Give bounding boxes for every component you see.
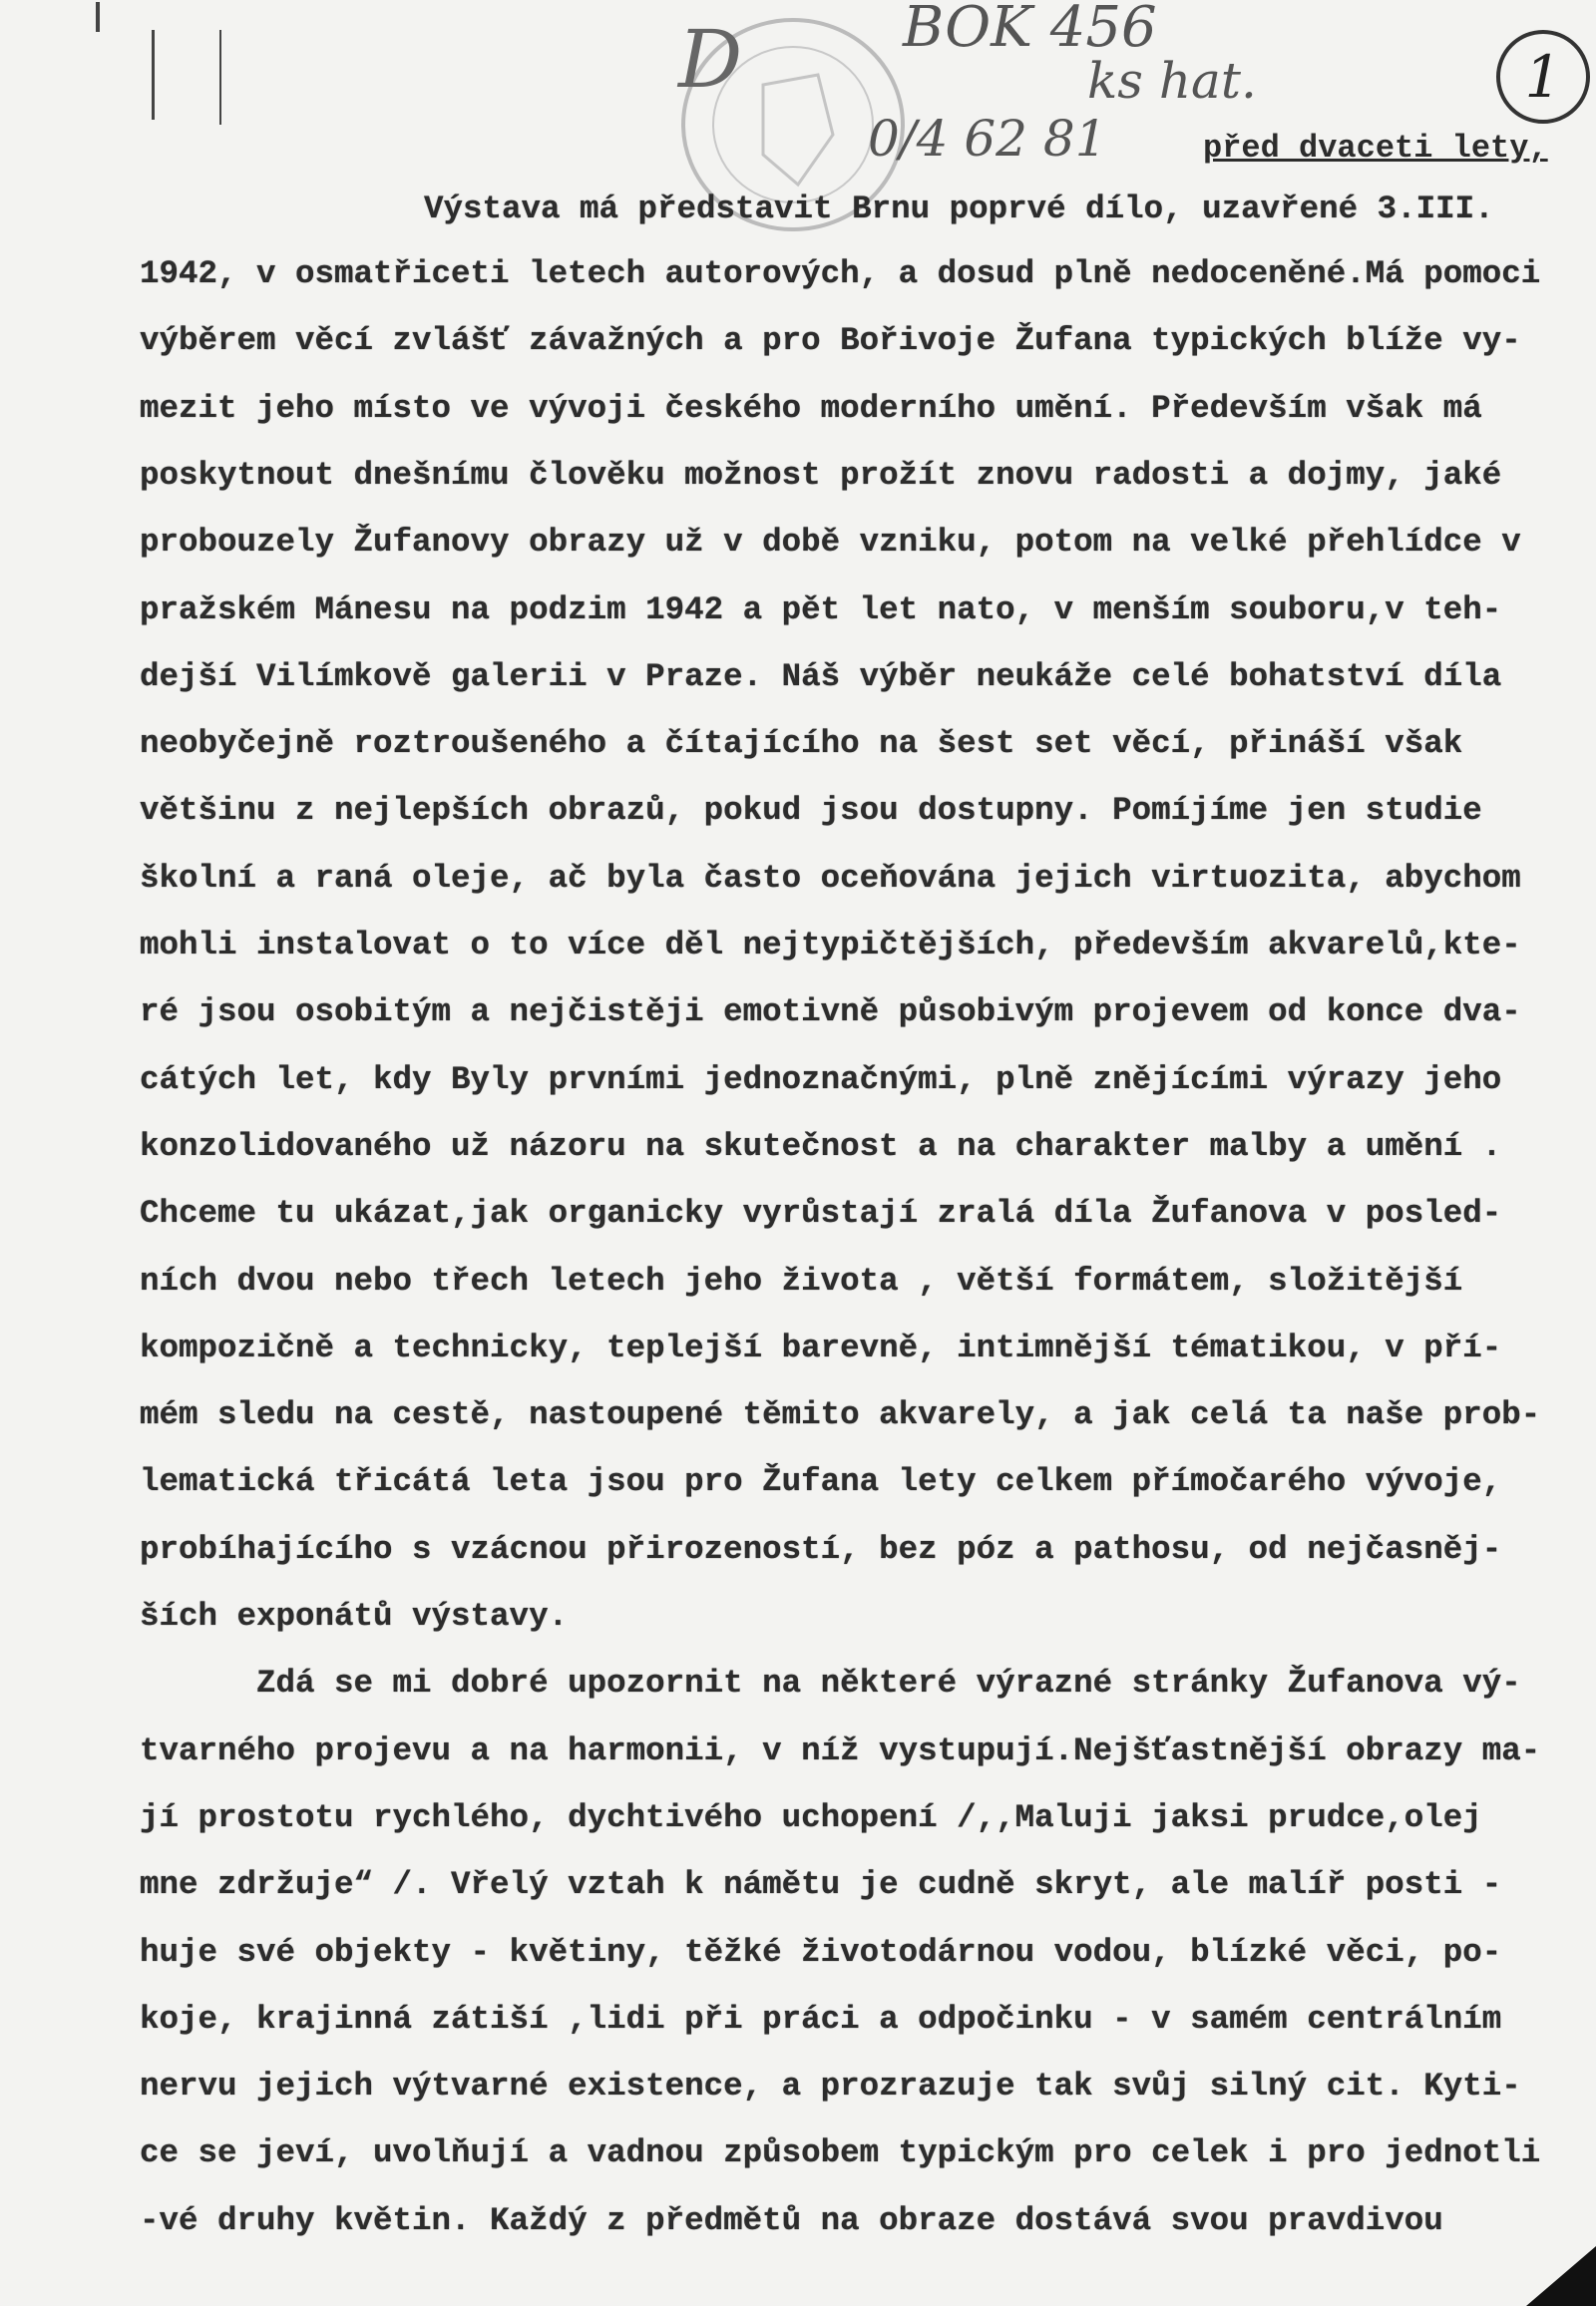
text-line: pražském Mánesu na podzim 1942 a pět let nato, v menším souboru,v teh- — [140, 590, 1502, 628]
margin-mark — [96, 2, 100, 32]
text-line: ších exponátů výstavy. — [140, 1598, 569, 1635]
text-line: probíhajícího s vzácnou přirozeností, bez póz a pathosu, od nejčasněj- — [140, 1530, 1502, 1568]
text-line: školní a raná oleje, ač byla často oceňována jejich virtuozita, abychom — [140, 859, 1521, 897]
margin-mark — [219, 30, 221, 125]
text-line: jí prostotu rychlého, dychtivého uchopení /,,Maluji jaksi prudce,olej — [140, 1798, 1482, 1836]
text-line: neobyčejně roztroušeného a čítajícího na šest set věcí, přináší však — [140, 725, 1463, 763]
text-line: výběrem věcí zvlášť závažných a pro Bořivoje Žufana typických blíže vy- — [140, 322, 1521, 360]
text-line: tvarného projevu a na harmonii, v níž vystupují.Nejšťastnější obrazy ma- — [140, 1731, 1541, 1769]
text-line: mezit jeho místo ve vývoji českého moderního umění. Především však má — [140, 389, 1482, 427]
text-line: dejší Vilímkově galerii v Praze. Náš výběr neukáže celé bohatství díla — [140, 657, 1502, 695]
number-handwritten: 0/4 62 81 — [868, 110, 1107, 168]
text-line: nervu jejich výtvarné existence, a prozrazuje tak svůj silný cit. Kyti- — [140, 2068, 1521, 2106]
text-line: koje, krajinná zátiší ,lidi při práci a odpočinku - v samém centrálním — [140, 2000, 1502, 2038]
note-handwritten: ks hat. — [1087, 52, 1257, 110]
text-line: -vé druhy květin. Každý z předmětů na obraze dostává svou pravdivou — [140, 2201, 1443, 2239]
title-line: Výstava má představit Brnu poprvé dílo, uzavřené 3.III. — [424, 191, 1494, 227]
text-line: mohli instalovat o to více děl nejtypičtějších, především akvarelů,kte- — [140, 927, 1521, 963]
margin-mark — [152, 30, 155, 120]
text-line: Chceme tu ukázat,jak organicky vyrůstají zralá díla Žufanova v posled- — [140, 1195, 1502, 1233]
text-line: probouzely Žufanovy obrazy už v době vzniku, potom na velké přehlídce v — [140, 524, 1521, 562]
text-line: mém sledu na cestě, nastoupené těmito akvarely, a jak celá ta naše prob- — [140, 1396, 1541, 1434]
inserted-text: před dvaceti lety, — [1203, 130, 1548, 167]
text-line: ce se jeví, uvolňují a vadnou způsobem typickým pro celek i pro jednotli — [140, 2134, 1541, 2172]
text-line: většinu z nejlepších obrazů, pokud jsou dostupny. Pomíjíme jen studie — [140, 792, 1482, 830]
text-line: konzolidovaného už názoru na skutečnost a na charakter malby a umění . — [140, 1127, 1502, 1165]
initials-handwritten: D — [678, 13, 743, 106]
text-line: ré jsou osobitým a nejčistěji emotivně působivým projevem od konce dva- — [140, 993, 1521, 1031]
text-line: lematická třicátá leta jsou pro Žufana lety celkem přímočarého vývoje, — [140, 1463, 1502, 1501]
text-line: huje své objekty - květiny, těžké životodárnou vodou, blízké věci, po- — [140, 1933, 1502, 1971]
text-line: 1942, v osmatřiceti letech autorových, a dosud plně nedoceněné.Má pomoci — [140, 255, 1541, 292]
text-line: ních dvou nebo třech letech jeho života , větší formátem, složitější — [140, 1262, 1463, 1300]
text-line: cátých let, kdy Byly prvními jednoznačnými, plně znějícími výrazy jeho — [140, 1060, 1502, 1098]
text-line: Zdá se mi dobré upozornit na některé výrazné stránky Žufanova vý- — [140, 1665, 1521, 1703]
page-corner-fold — [1526, 2246, 1596, 2306]
text-line: mne zdržuje“ /. Vřelý vztah k námětu je cudně skryt, ale malíř posti - — [140, 1866, 1502, 1904]
archive-code-handwritten: BOK 456 — [903, 0, 1157, 60]
page-number-circled: 1 — [1496, 30, 1590, 124]
text-line: poskytnout dnešnímu člověku možnost prožít znovu radosti a dojmy, jaké — [140, 456, 1502, 494]
text-line: kompozičně a technicky, teplejší barevně, intimnější tématikou, v pří- — [140, 1329, 1502, 1366]
